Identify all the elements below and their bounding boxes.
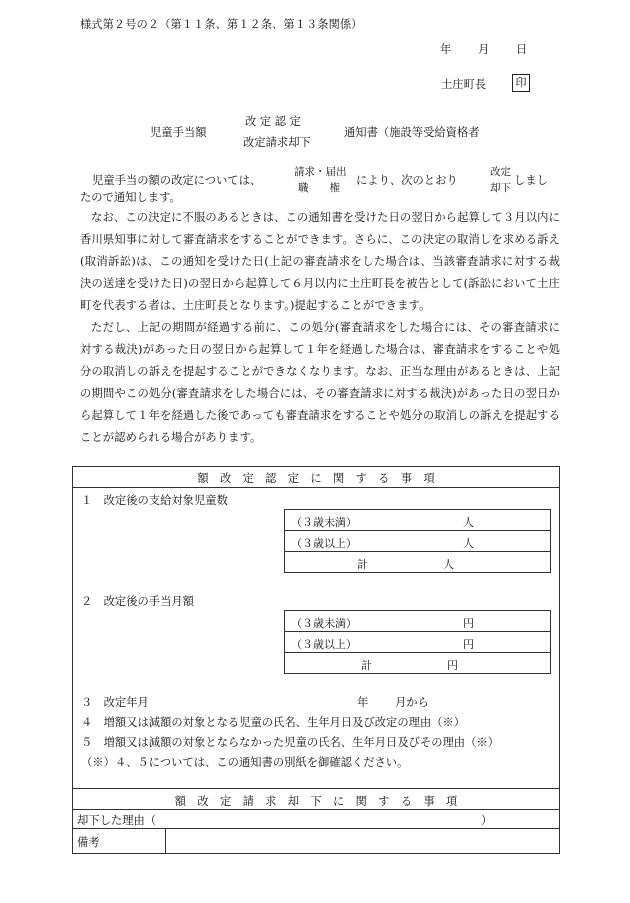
item5-text: ５ 増額又は減額の対象とならなかった児童の氏名、生年月日及びその理由（※） [81, 736, 499, 749]
para1-suffix: しまし [514, 174, 548, 187]
row-unit: 円 [463, 617, 474, 630]
total-unit: 人 [443, 558, 454, 571]
section2-header: 額 改 定 請 求 却 下 に 関 す る 事 項 [174, 795, 458, 808]
row-label: （３歳以上） [291, 638, 357, 651]
issuer-seal [512, 74, 530, 92]
para1-choice2-top: 改定 [490, 166, 511, 178]
date-month: 月 [478, 43, 490, 56]
para1-choice2-bottom: 却下 [490, 182, 511, 194]
item3-label: ３ 改定年月 [81, 696, 149, 709]
remarks-divider [165, 828, 166, 853]
title-right: 通知書（施設等受給資格者 [344, 126, 480, 139]
date-year: 年 [440, 43, 452, 56]
reject-reason-label: 却下した理由（ [77, 814, 157, 827]
details-box [72, 466, 560, 854]
row-unit: 円 [463, 638, 474, 651]
table-row-total [285, 552, 550, 572]
item1-label: １ 改定後の支給対象児童数 [81, 494, 228, 507]
row-label: （３歳未満） [291, 617, 357, 630]
child-count-table [284, 509, 551, 573]
para1-choice1-top: 請求・届出 [294, 166, 347, 178]
reject-reason-close: ） [481, 814, 493, 827]
title-left: 児童手当額 [150, 126, 207, 139]
note-text: （※）４、５については、この通知書の別紙を御確認ください。 [81, 756, 409, 769]
para1-prefix: 児童手当の額の改定については、 [92, 174, 262, 187]
total-label: 計 [361, 659, 372, 672]
table-row [285, 611, 550, 632]
item4-text: ４ 増額又は減額の対象となる児童の氏名、生年月日及び改定の理由（※） [81, 716, 466, 729]
item3-month-from: 月から [395, 696, 429, 709]
para1-line2: たので通知します。 [80, 191, 181, 204]
para1-choice1-bottom: 職 権 [298, 182, 340, 194]
table-row [285, 510, 550, 531]
allowance-table [284, 610, 551, 674]
table-row [285, 632, 550, 653]
table-row [285, 531, 550, 552]
seal-stamp: 印 [512, 74, 530, 92]
title-choice-bottom: 改定請求却下 [243, 136, 311, 149]
appeal-notice-paragraph [80, 207, 560, 317]
remarks-label: 備考 [77, 836, 100, 849]
row-label: （３歳未満） [291, 516, 357, 529]
total-label: 計 [357, 558, 368, 571]
form-number: 様式第２号の２（第１１条、第１２条、第１３条関係） [80, 18, 363, 31]
item2-label: ２ 改定後の手当月額 [81, 595, 194, 608]
item3-year: 年 [357, 696, 369, 709]
total-unit: 円 [447, 659, 458, 672]
appeal-notice-text: なお、この決定に不服のあるときは、この通知書を受けた日の翌日から起算して３月以内に香川県知事に対して審査請求をすることができます。さらに、この決定の取消しを求める訴え(取消訴訟)は、この通知を受けた日(上記の審査請求をした場合は、当該審査請求に対する裁決の送達を受けた日)の翌日から起算して６月以内に土庄町長を被告として(訴訟において土庄町を代表する者は、土庄町長となります。)提起することができます。 [80, 211, 560, 312]
row-unit: 人 [463, 516, 474, 529]
time-limit-paragraph [80, 317, 560, 449]
table-row-total [285, 653, 550, 673]
row-unit: 人 [463, 537, 474, 550]
time-limit-text: ただし、上記の期間が経過する前に、この処分(審査請求をした場合には、その審査請求に対する裁決)があった日の翌日から起算して１年を経過した場合は、審査請求をすることや処分の取消しの訴えを提起することができなくなります。なお、正当な理由があるときは、上記の期間やこの処分(審査請求をした場合には、その審査請求に対する裁決)があった日の翌日から起算して１年を経過した後であっても審査請求をすることや処分の取消しの訴えを提起することが認められる場合があります。 [80, 321, 560, 444]
issuer-name: 土庄町長 [441, 78, 487, 91]
row-label: （３歳以上） [291, 537, 357, 550]
para1-middle: により、次のとおり [356, 174, 458, 187]
title-choice-top: 改 定 認 定 [245, 115, 301, 128]
date-day: 日 [516, 43, 528, 56]
section1-header: 額 改 定 認 定 に 関 す る 事 項 [197, 472, 435, 485]
